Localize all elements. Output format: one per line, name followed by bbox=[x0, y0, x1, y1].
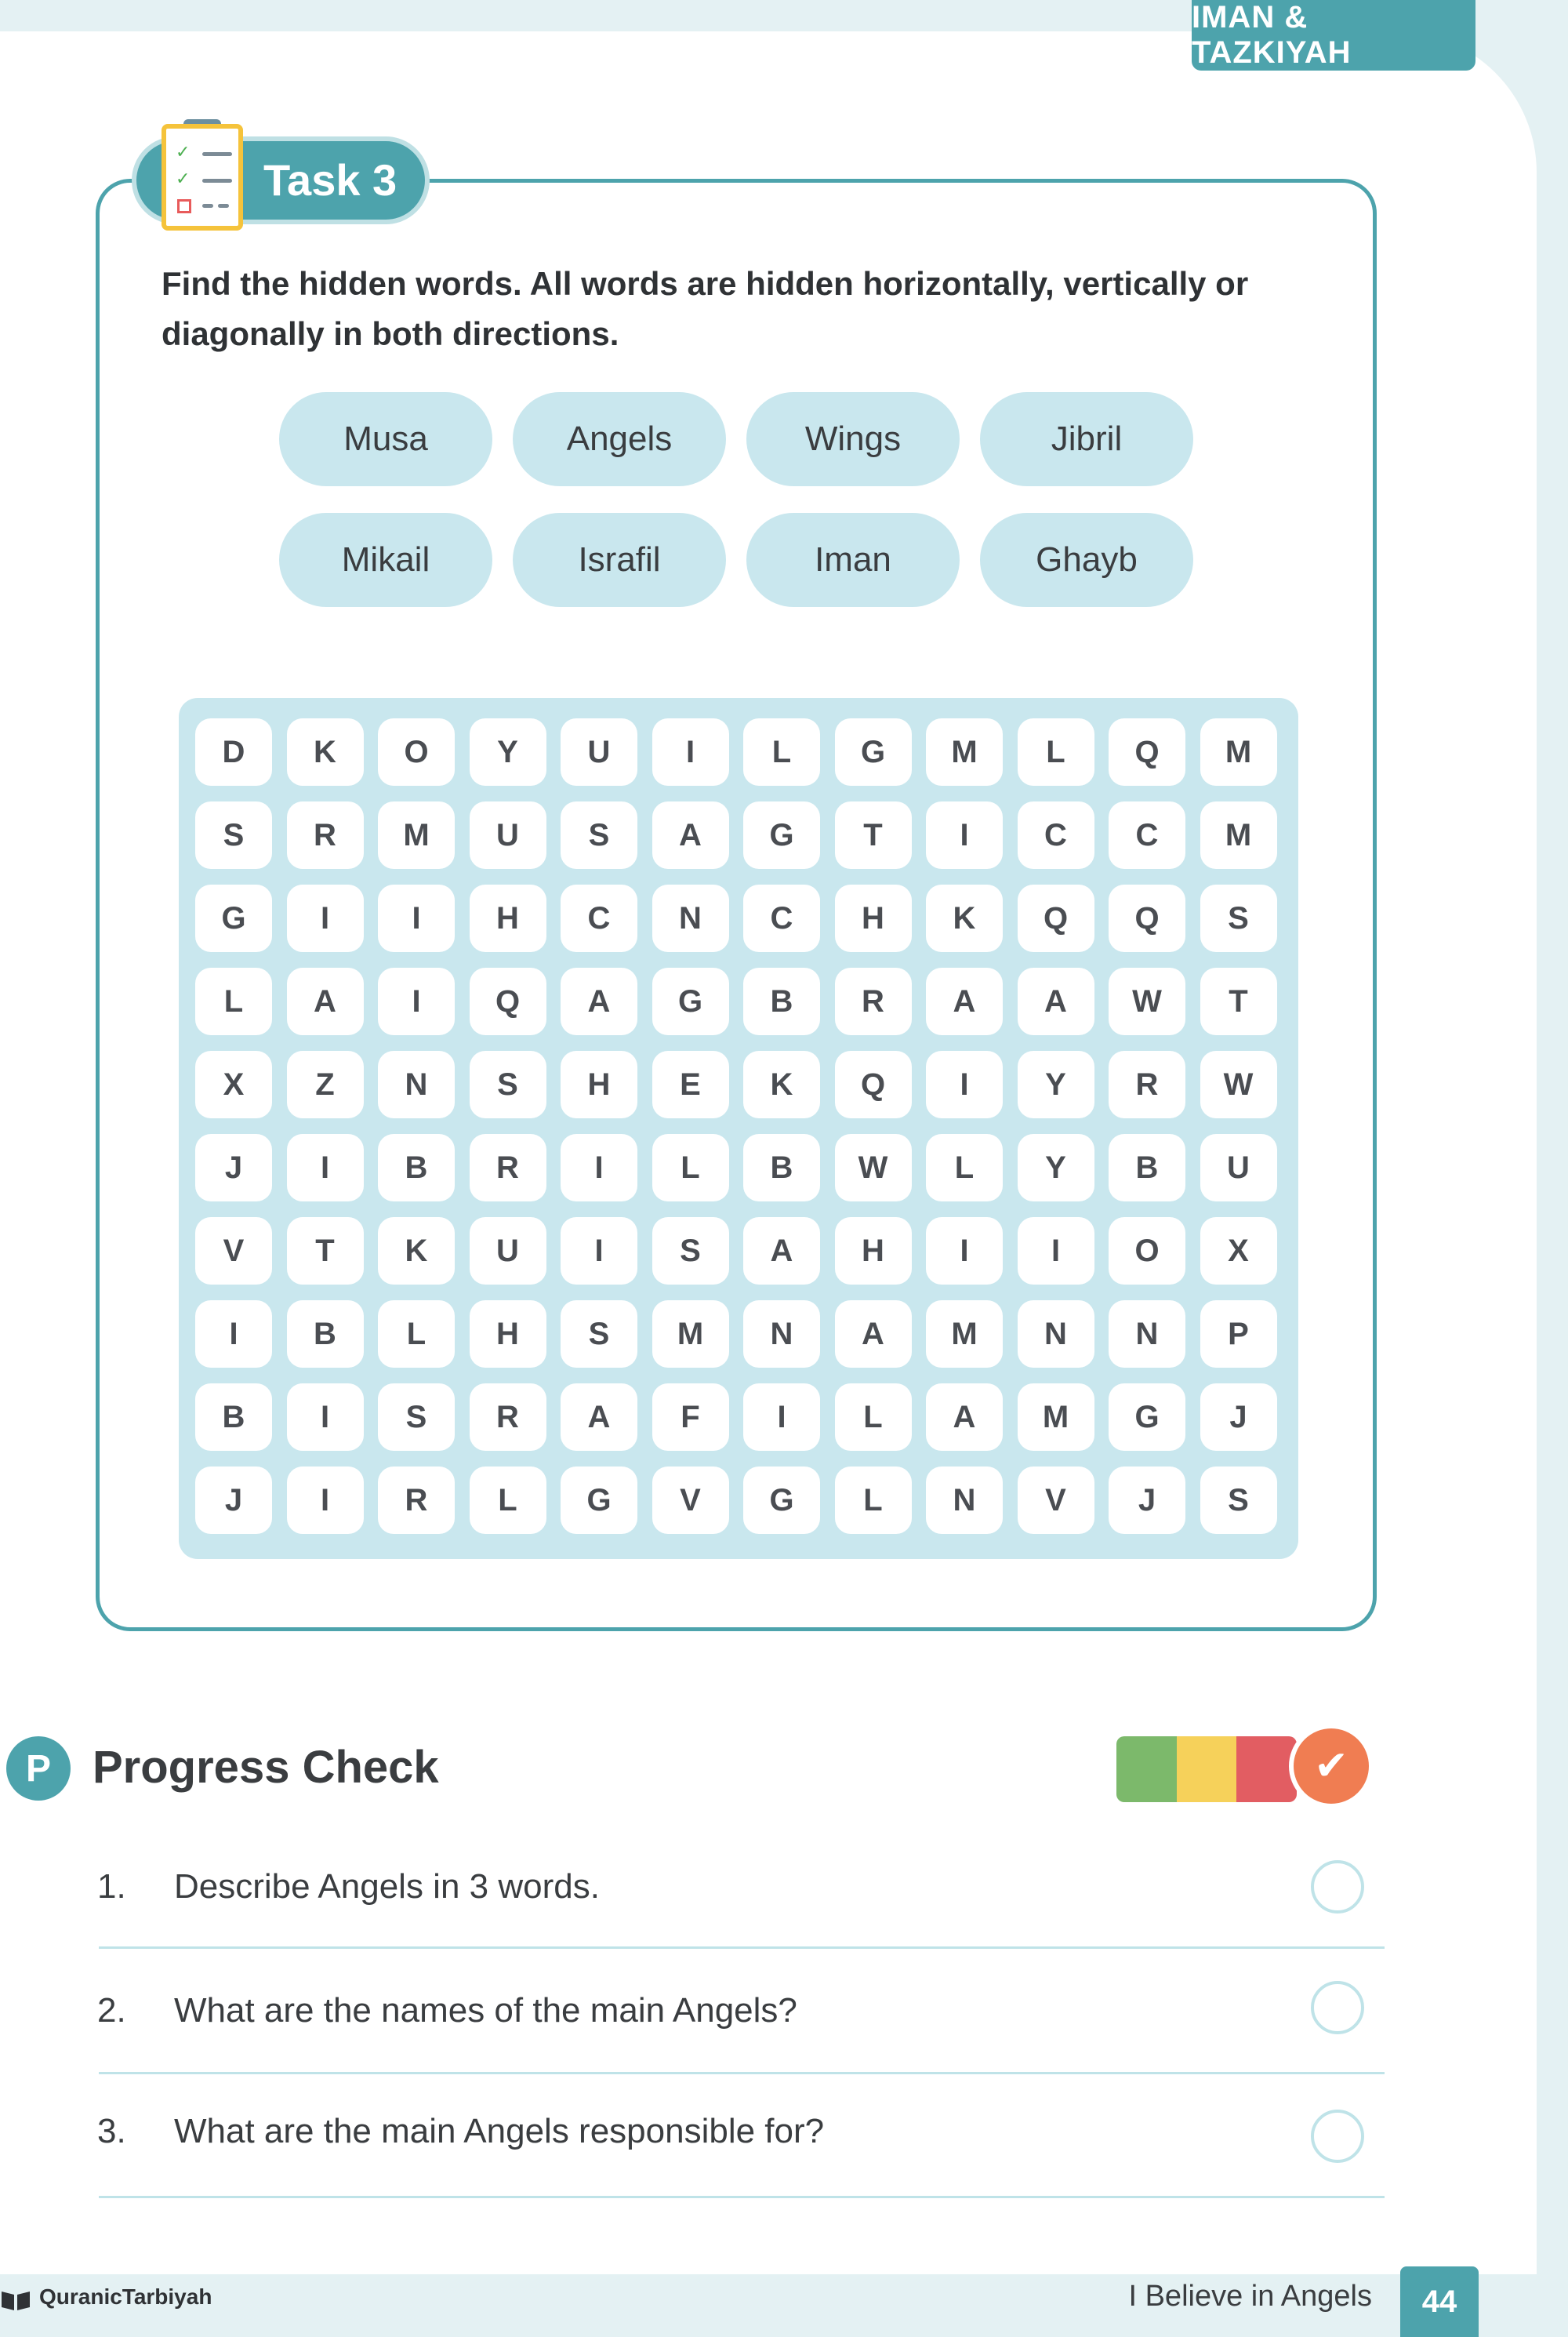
grid-cell[interactable]: X bbox=[195, 1051, 272, 1118]
grid-cell[interactable]: M bbox=[1200, 801, 1277, 869]
grid-cell[interactable]: L bbox=[835, 1383, 912, 1451]
list-line bbox=[202, 204, 213, 208]
grid-cell[interactable]: Z bbox=[287, 1051, 364, 1118]
grid-cell[interactable]: Q bbox=[1018, 885, 1094, 952]
grid-cell[interactable]: M bbox=[926, 718, 1003, 786]
grid-cell[interactable]: O bbox=[1109, 1217, 1185, 1285]
traffic-green[interactable] bbox=[1116, 1736, 1177, 1802]
word-chip: Musa bbox=[279, 392, 492, 486]
grid-cell[interactable]: I bbox=[652, 718, 729, 786]
grid-cell[interactable]: B bbox=[195, 1383, 272, 1451]
grid-cell[interactable]: R bbox=[287, 801, 364, 869]
grid-cell[interactable]: U bbox=[561, 718, 637, 786]
grid-cell[interactable]: W bbox=[1109, 968, 1185, 1035]
grid-cell[interactable]: H bbox=[835, 885, 912, 952]
question-number: 3. bbox=[97, 2112, 126, 2150]
question-text: What are the main Angels responsible for? bbox=[174, 2112, 825, 2150]
checkmark-icon: ✔ bbox=[1289, 1724, 1374, 1808]
grid-cell[interactable]: O bbox=[378, 718, 455, 786]
grid-cell[interactable]: P bbox=[1200, 1300, 1277, 1368]
grid-cell[interactable]: M bbox=[378, 801, 455, 869]
grid-cell[interactable]: H bbox=[470, 885, 546, 952]
grid-cell[interactable]: A bbox=[561, 1383, 637, 1451]
word-chip: Israfil bbox=[513, 513, 726, 607]
question-checkbox[interactable] bbox=[1311, 1860, 1364, 1914]
word-chip: Wings bbox=[746, 392, 960, 486]
grid-cell[interactable]: M bbox=[1018, 1383, 1094, 1451]
grid-cell[interactable]: H bbox=[835, 1217, 912, 1285]
grid-cell[interactable]: X bbox=[1200, 1217, 1277, 1285]
grid-cell[interactable]: G bbox=[743, 1467, 820, 1534]
grid-cell[interactable]: L bbox=[378, 1300, 455, 1368]
grid-cell[interactable]: H bbox=[470, 1300, 546, 1368]
answer-line bbox=[99, 2072, 1385, 2074]
chapter-title: I Believe in Angels bbox=[1128, 2280, 1372, 2313]
grid-cell[interactable]: I bbox=[1018, 1217, 1094, 1285]
grid-cell[interactable]: C bbox=[561, 885, 637, 952]
list-line bbox=[202, 179, 232, 183]
grid-cell[interactable]: I bbox=[287, 1134, 364, 1201]
grid-cell[interactable]: L bbox=[470, 1467, 546, 1534]
grid-cell[interactable]: L bbox=[1018, 718, 1094, 786]
grid-cell[interactable]: S bbox=[652, 1217, 729, 1285]
grid-cell[interactable]: J bbox=[1200, 1383, 1277, 1451]
grid-cell[interactable]: L bbox=[743, 718, 820, 786]
question-checkbox[interactable] bbox=[1311, 2110, 1364, 2163]
grid-cell[interactable]: B bbox=[743, 1134, 820, 1201]
grid-cell[interactable]: C bbox=[743, 885, 820, 952]
grid-cell[interactable]: I bbox=[287, 1467, 364, 1534]
clipboard-checklist-icon bbox=[162, 124, 243, 231]
grid-cell[interactable]: K bbox=[743, 1051, 820, 1118]
grid-cell[interactable]: B bbox=[1109, 1134, 1185, 1201]
grid-cell[interactable]: U bbox=[470, 1217, 546, 1285]
grid-cell[interactable]: Y bbox=[1018, 1051, 1094, 1118]
grid-cell[interactable]: I bbox=[378, 968, 455, 1035]
grid-cell[interactable]: R bbox=[470, 1383, 546, 1451]
grid-cell[interactable]: K bbox=[287, 718, 364, 786]
grid-cell[interactable]: M bbox=[1200, 718, 1277, 786]
section-tag: IMAN & TAZKIYAH bbox=[1192, 0, 1475, 71]
grid-cell[interactable]: U bbox=[470, 801, 546, 869]
grid-cell[interactable]: B bbox=[378, 1134, 455, 1201]
grid-cell[interactable]: D bbox=[195, 718, 272, 786]
grid-cell[interactable]: Q bbox=[1109, 885, 1185, 952]
grid-cell[interactable]: S bbox=[561, 1300, 637, 1368]
grid-cell[interactable]: G bbox=[1109, 1383, 1185, 1451]
grid-cell[interactable]: S bbox=[561, 801, 637, 869]
grid-cell[interactable]: I bbox=[287, 1383, 364, 1451]
grid-cell[interactable]: M bbox=[926, 1300, 1003, 1368]
grid-cell[interactable]: B bbox=[743, 968, 820, 1035]
grid-cell[interactable]: A bbox=[743, 1217, 820, 1285]
grid-cell[interactable]: S bbox=[378, 1383, 455, 1451]
grid-cell[interactable]: F bbox=[652, 1383, 729, 1451]
grid-cell[interactable]: Y bbox=[1018, 1134, 1094, 1201]
grid-cell[interactable]: Y bbox=[470, 718, 546, 786]
question-number: 1. bbox=[97, 1867, 126, 1906]
progress-badge: P bbox=[6, 1736, 71, 1801]
brand-logo bbox=[0, 2277, 212, 2317]
grid-cell[interactable]: G bbox=[652, 968, 729, 1035]
grid-cell[interactable]: K bbox=[926, 885, 1003, 952]
grid-cell[interactable]: R bbox=[378, 1467, 455, 1534]
grid-cell[interactable]: G bbox=[195, 885, 272, 952]
page-number: 44 bbox=[1400, 2266, 1479, 2337]
grid-cell[interactable]: R bbox=[835, 968, 912, 1035]
grid-cell[interactable]: N bbox=[378, 1051, 455, 1118]
grid-cell[interactable]: I bbox=[378, 885, 455, 952]
grid-cell[interactable]: S bbox=[1200, 885, 1277, 952]
task-title: Task 3 bbox=[263, 155, 397, 205]
question-number: 2. bbox=[97, 1991, 126, 2030]
grid-cell[interactable]: L bbox=[926, 1134, 1003, 1201]
grid-cell[interactable]: R bbox=[470, 1134, 546, 1201]
book-icon bbox=[0, 2285, 31, 2309]
grid-cell[interactable]: M bbox=[652, 1300, 729, 1368]
grid-cell[interactable]: K bbox=[378, 1217, 455, 1285]
grid-cell[interactable]: N bbox=[1018, 1300, 1094, 1368]
grid-cell[interactable]: B bbox=[287, 1300, 364, 1368]
grid-cell[interactable]: T bbox=[287, 1217, 364, 1285]
grid-cell[interactable]: H bbox=[561, 1051, 637, 1118]
grid-cell[interactable]: Q bbox=[470, 968, 546, 1035]
grid-cell[interactable]: S bbox=[1200, 1467, 1277, 1534]
word-chip: Iman bbox=[746, 513, 960, 607]
question-text: What are the names of the main Angels? bbox=[174, 1991, 797, 2030]
word-chip: Angels bbox=[513, 392, 726, 486]
grid-cell[interactable]: A bbox=[561, 968, 637, 1035]
grid-cell[interactable]: I bbox=[926, 1217, 1003, 1285]
grid-cell[interactable]: A bbox=[1018, 968, 1094, 1035]
grid-cell[interactable]: R bbox=[1109, 1051, 1185, 1118]
grid-cell[interactable]: V bbox=[1018, 1467, 1094, 1534]
word-chip: Jibril bbox=[980, 392, 1193, 486]
grid-cell[interactable]: J bbox=[195, 1134, 272, 1201]
grid-cell[interactable]: C bbox=[1018, 801, 1094, 869]
grid-cell[interactable]: A bbox=[652, 801, 729, 869]
grid-cell[interactable]: A bbox=[926, 1383, 1003, 1451]
grid-cell[interactable]: A bbox=[926, 968, 1003, 1035]
grid-cell[interactable]: N bbox=[743, 1300, 820, 1368]
grid-cell[interactable]: L bbox=[835, 1467, 912, 1534]
traffic-red[interactable] bbox=[1236, 1736, 1297, 1802]
question-checkbox[interactable] bbox=[1311, 1981, 1364, 2034]
grid-cell[interactable]: I bbox=[743, 1383, 820, 1451]
grid-cell[interactable]: A bbox=[287, 968, 364, 1035]
traffic-light-scale bbox=[1116, 1736, 1297, 1802]
grid-cell[interactable]: L bbox=[195, 968, 272, 1035]
grid-cell[interactable]: J bbox=[195, 1467, 272, 1534]
word-chip: Ghayb bbox=[980, 513, 1193, 607]
checkbox-icon bbox=[177, 199, 191, 213]
progress-check-title: Progress Check bbox=[93, 1742, 439, 1793]
question-text: Describe Angels in 3 words. bbox=[174, 1867, 600, 1906]
traffic-yellow[interactable] bbox=[1177, 1736, 1237, 1802]
grid-cell[interactable]: I bbox=[926, 1051, 1003, 1118]
grid-cell[interactable]: L bbox=[652, 1134, 729, 1201]
grid-cell[interactable]: C bbox=[1109, 801, 1185, 869]
grid-cell[interactable]: S bbox=[195, 801, 272, 869]
grid-cell[interactable]: S bbox=[470, 1051, 546, 1118]
grid-cell[interactable]: G bbox=[743, 801, 820, 869]
grid-cell[interactable]: W bbox=[1200, 1051, 1277, 1118]
grid-cell[interactable]: I bbox=[287, 885, 364, 952]
grid-cell[interactable]: I bbox=[561, 1134, 637, 1201]
grid-cell[interactable]: U bbox=[1200, 1134, 1277, 1201]
grid-cell[interactable]: G bbox=[835, 718, 912, 786]
grid-cell[interactable]: G bbox=[561, 1467, 637, 1534]
check-icon: ✓ bbox=[176, 143, 191, 162]
grid-cell[interactable]: V bbox=[195, 1217, 272, 1285]
grid-cell[interactable]: N bbox=[1109, 1300, 1185, 1368]
grid-cell[interactable]: N bbox=[926, 1467, 1003, 1534]
task-instructions: Find the hidden words. All words are hidden horizontally, vertically or diagonally in both directions. bbox=[162, 265, 1249, 352]
grid-cell[interactable]: I bbox=[561, 1217, 637, 1285]
check-icon: ✓ bbox=[176, 169, 191, 189]
grid-cell[interactable]: J bbox=[1109, 1467, 1185, 1534]
word-chip: Mikail bbox=[279, 513, 492, 607]
grid-cell[interactable]: E bbox=[652, 1051, 729, 1118]
grid-cell[interactable]: Q bbox=[1109, 718, 1185, 786]
list-line bbox=[218, 204, 229, 208]
grid-cell[interactable]: W bbox=[835, 1134, 912, 1201]
grid-cell[interactable]: V bbox=[652, 1467, 729, 1534]
list-line bbox=[202, 152, 232, 156]
grid-cell[interactable]: T bbox=[835, 801, 912, 869]
brand-name: QuranicTarbiyah bbox=[39, 2284, 212, 2309]
grid-cell[interactable]: T bbox=[1200, 968, 1277, 1035]
grid-cell[interactable]: N bbox=[652, 885, 729, 952]
grid-cell[interactable]: A bbox=[835, 1300, 912, 1368]
grid-cell[interactable]: I bbox=[926, 801, 1003, 869]
grid-cell[interactable]: Q bbox=[835, 1051, 912, 1118]
answer-line bbox=[99, 2196, 1385, 2198]
grid-cell[interactable]: I bbox=[195, 1300, 272, 1368]
answer-line bbox=[99, 1946, 1385, 1949]
